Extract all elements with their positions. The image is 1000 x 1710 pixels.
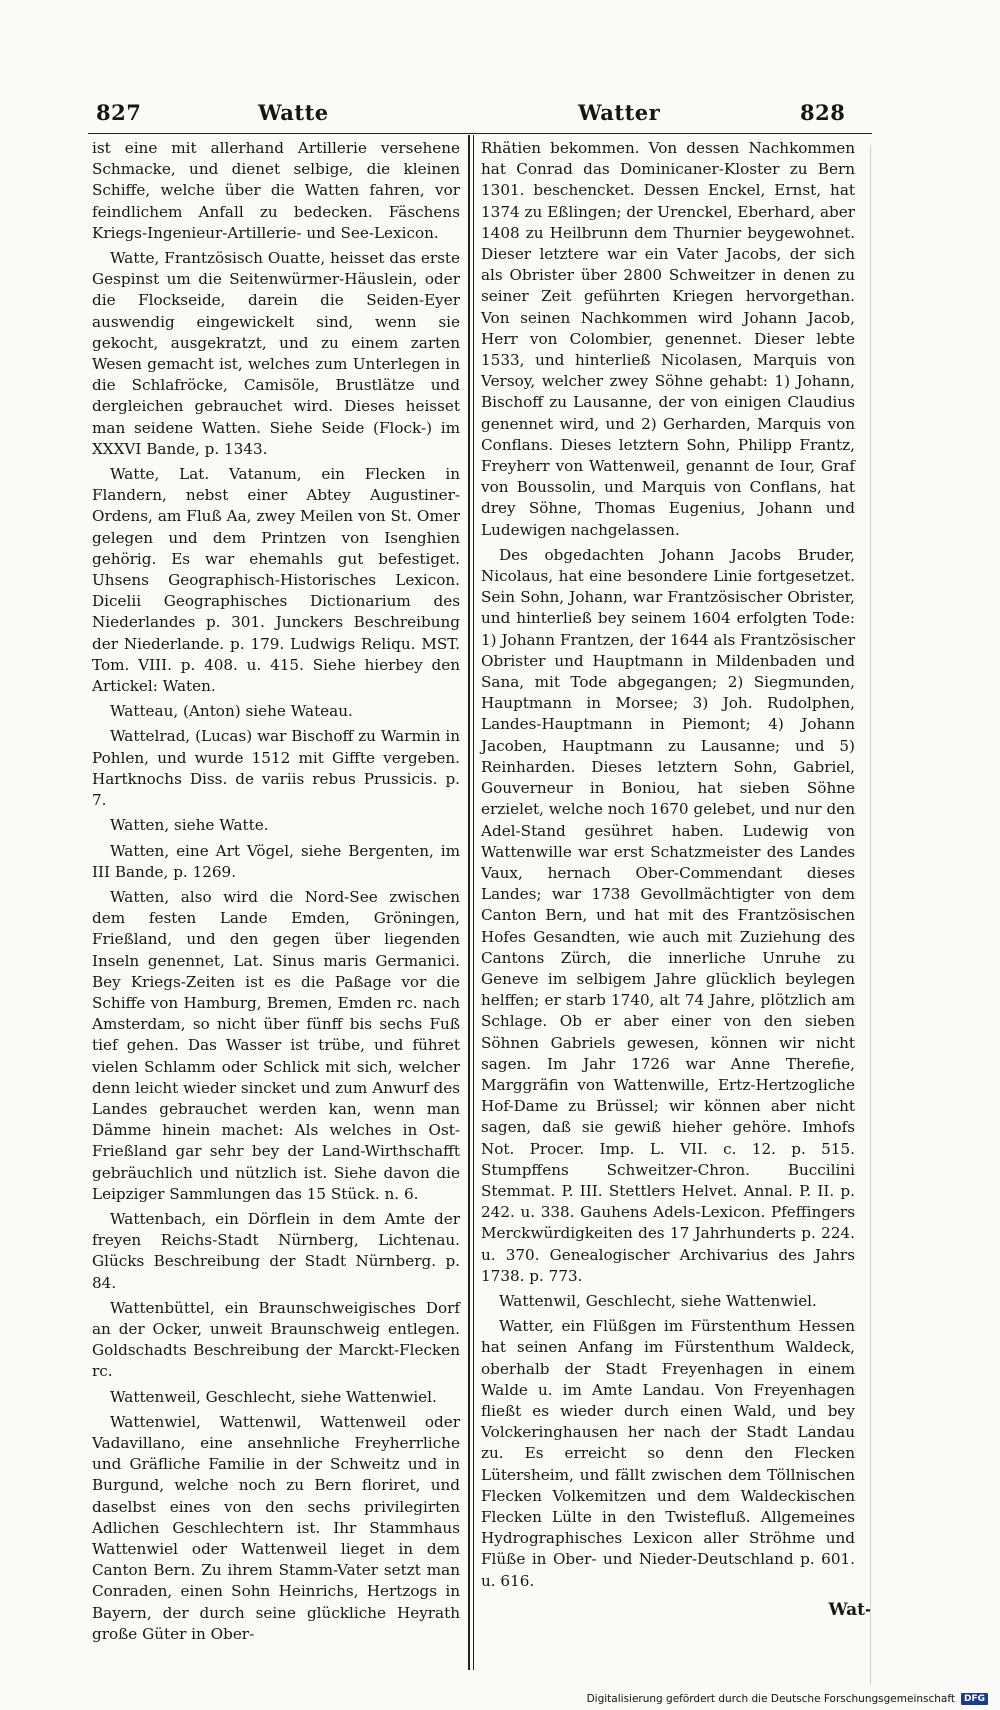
footer-text: Digitalisierung gefördert durch die Deutsche Forschungsgemeinschaft xyxy=(586,1693,955,1705)
page-number-left: 827 xyxy=(96,100,142,125)
entry-continuation: ist eine mit allerhand Artillerie versehene Schmacke, und dienet selbige, die kleinen Schiffe, welche über die Watten fahren, vor feindlichem Anfall zu bedecken. Fäschens Kriegs-Ingenieur-Artillerie- und See-Lexicon. xyxy=(92,139,460,242)
running-head-right: Watter xyxy=(578,100,661,125)
running-head-left: Watte xyxy=(258,100,329,125)
entry-wattenwil-ref: Wattenwil, Geschlecht, siehe Wattenwiel. xyxy=(499,1291,817,1310)
digitization-footer xyxy=(587,1690,988,1708)
entry-wattenwiel-line2: Des obgedachten Johann Jacobs Bruder, Nicolaus, hat eine besondere Linie fortgesetzet. Sein Sohn, Johann, war Frantzösischer Obrister, und hinterließ bey seinem 1604 erfolgten Tode: 1) Johann Frantzen, der 1644 als Frantzösischer Obrister und Hauptmann in Mildenbaden und Sana, mit Tode abgegangen; 2) Siegmunden, Hauptmann in Morsee; 3) Joh. Rudolphen, Landes-Hauptmann in Piemont; 4) Johann Jacoben, Hauptmann zu Lausanne; und 5) Reinharden. Dieses letztern Sohn, Gabriel, Gouverneur in Boniou, hat sieben Söhne erzielet, welche noch 1670 gelebet, und nur den Adel-Stand gesühret haben. Ludewig von Wattenwille war erst Schatzmeister des Landes Vaux, hernach Ober-Commendant dieses Landes; war 1738 Gevollmächtigter von dem Canton Bern, und hat mit des Frantzösischen Hofes Gesandten, wie auch mit Zuziehung des Cantons Zürch, die innerliche Unruhe zu Geneve im selbigem Jahre glücklich beylegen helffen; er starb 1740, alt 74 Jahre, plötzlich am Schlage. Ob er aber einer von den sieben Söhnen Gabriels gewesen, können wir nicht sagen. Im Jahr 1726 war Anne Therefie, Marggräfin von Wattenwille, Ertz-Hertzogliche Hof-Dame zu Brüssel; wir können aber nicht sagen, daß sie gewiß hieher gehöre. Imhofs Not. Procer. Imp. L. VII. c. 12. p. 515. Stumpffens Schweitzer-Chron. Buccilini Stemmat. P. III. Stettlers Helvet. Annal. P. II. p. 242. u. 338. Gauhens Adels-Lexicon. Pfeffingers Merckwürdigkeiten des 17 Jahrhunderts p. 224. u. 370. Genealogischer Archivarius des Jahrs 1738. p. 773. xyxy=(481,545,855,1285)
dfg-logo: DFG xyxy=(961,1693,988,1705)
entry-watten-nordsee: Watten, also wird die Nord-See zwischen dem festen Lande Emden, Gröningen, Frießland, und den gegen über liegenden Inseln genennet, Lat. Sinus maris Germanici. Bey Kriegs-Zeiten ist es die Paßage vor die Schiffe von Hamburg, Bremen, Emden rc. nach Amsterdam, so nicht über fünff bis sechs Fuß tief gehen. Das Wasser ist trübe, und führet vielen Schlamm oder Schlick mit sich, welcher denn leicht wieder sincket und zum Anwurf des Landes gebrauchet werden kan, wenn man Dämme hinein machet: Als welches in Ost-Frießland gar sehr bey der Land-Wirthschafft gebräuchlich und nützlich ist. Siehe davon die Leipziger Sammlungen das 15 Stück. n. 6. xyxy=(92,887,460,1203)
entry-watten-watte: Watten, siehe Watte. xyxy=(110,816,269,835)
entry-watte-ouatte: Watte, Frantzösisch Ouatte, heisset das erste Gespinst um die Seitenwürmer-Häuslein, oder die Flockseide, darein die Seiden-Eyer auswendig eingewickelt sind, wenn sie gekocht, ausgekratzt, und zu einem zarten Wesen gemacht ist, welches zum Unterlegen in die Schlafröcke, Camisöle, Brustlätze und dergleichen gebrauchet wird. Dieses heisset man seidene Watten. Siehe Seide (Flock-) im XXXVI Bande, p. 1343. xyxy=(92,249,460,458)
entry-wattenwiel-continued: Rhätien bekommen. Von dessen Nachkommen hat Conrad das Dominicaner-Kloster zu Bern 1301. beschencket. Dessen Enckel, Ernst, hat 1374 zu Eßlingen; der Urenckel, Eberhard, aber 1408 zu Heilbrunn dem Thurnier beygewohnet. Dieser letztere war ein Vater Jacobs, der sich als Obrister über 2800 Schweitzer in denen zu seiner Zeit geführten Kriegen hervorgethan. Von seinen Nachkommen wird Johann Jacob, Herr von Colombier, genennet. Dieser lebte 1533, und hinterließ Nicolasen, Marquis von Versoy, welcher zwey Söhne gehabt: 1) Johann, Bischoff zu Lausanne, der von einigen Claudius genennet wird, und 2) Gerharden, Marquis von Conflans. Dieses letztern Sohn, Philipp Frantz, Freyherr von Wattenweil, genannt de Iour, Graf von Boussolin, und Marquis von Conflans, hat drey Söhne, Thomas Eugenius, Johann und Ludewigen nachgelassen. xyxy=(481,139,855,539)
column-divider xyxy=(468,135,470,1670)
running-header xyxy=(0,100,1000,130)
entry-watter: Watter, ein Flüßgen im Fürstenthum Hessen hat seinen Anfang im Fürstenthum Waldeck, oberhalb der Stadt Freyenhagen in einem Walde u. im Amte Landau. Von Freyenhagen fließt es wieder durch einen Wald, und bey Volckeringhausen her nach der Stadt Landau zu. Es erreicht so denn den Flecken Lütersheim, und fällt zwischen dem Töllnischen Flecken Volkemitzen und dem Waldeckischen Flecken Lülte in den Twistefluß. Allgemeines Hydrographisches Lexicon aller Ströhme und Flüße in Ober- und Nieder-Deutschland p. 601. u. 616. xyxy=(481,1317,855,1590)
entry-watten-voegel: Watten, eine Art Vögel, siehe Bergenten, im III Bande, p. 1269. xyxy=(92,841,460,881)
entry-wattenbach: Wattenbach, ein Dörflein in dem Amte der freyen Reichs-Stadt Nürnberg, Lichtenau. Glücks Beschreibung der Stadt Nürnberg. p. 84. xyxy=(92,1209,460,1292)
header-rule xyxy=(88,133,872,134)
page-number-right: 828 xyxy=(800,100,846,125)
entry-wattenwiel: Wattenwiel, Wattenwil, Wattenweil oder Vadavillano, eine ansehnliche Freyherrliche und Gräfliche Familie in der Schweitz und in Burgund, welche noch zu Bern floriret, und daselbst eines von den sechs privilegirten Adlichen Geschlechtern ist. Ihr Stammhaus Wattenwiel oder Wattenweil lieget in dem Canton Bern. Zu ihrem Stamm-Vater setzt man Conraden, einen Sohn Heinrichs, Hertzogs in Bayern, der durch seine glückliche Heyrath große Güter in Ober- xyxy=(92,1412,460,1643)
entry-watteau: Watteau, (Anton) siehe Wateau. xyxy=(110,702,353,721)
left-column xyxy=(92,138,460,1645)
right-column xyxy=(481,138,855,1592)
entry-watte-vatanum: Watte, Lat. Vatanum, ein Flecken in Flandern, nebst einer Abtey Augustiner-Ordens, am Fluß Aa, zwey Meilen von St. Omer gelegen und dem Printzen von Isenghien gehörig. Es war ehemahls gut befestiget. Uhsens Geographisch-Historisches Lexicon. Dicelii Geographisches Dictionarium des Niederlandes p. 301. Junckers Beschreibung der Niederlande. p. 179. Ludwigs Reliqu. MST. Tom. VIII. p. 408. u. 415. Siehe hierbey den Artickel: Waten. xyxy=(92,465,460,696)
column-divider-inner xyxy=(473,135,474,1670)
entry-wattelrad: Wattelrad, (Lucas) war Bischoff zu Warmin in Pohlen, und wurde 1512 mit Giffte vergeben. Hartknochs Diss. de variis rebus Prussicis. p. 7. xyxy=(92,727,460,810)
entry-wattenbuettel: Wattenbüttel, ein Braunschweigisches Dorf an der Ocker, unweit Braunschweig entlegen. Goldschadts Beschreibung der Marckt-Flecken rc. xyxy=(92,1298,460,1381)
scan-edge-line xyxy=(870,145,871,1685)
catchword: Wat- xyxy=(828,1600,872,1620)
entry-wattenweil-ref: Wattenweil, Geschlecht, siehe Wattenwiel. xyxy=(110,1387,437,1406)
